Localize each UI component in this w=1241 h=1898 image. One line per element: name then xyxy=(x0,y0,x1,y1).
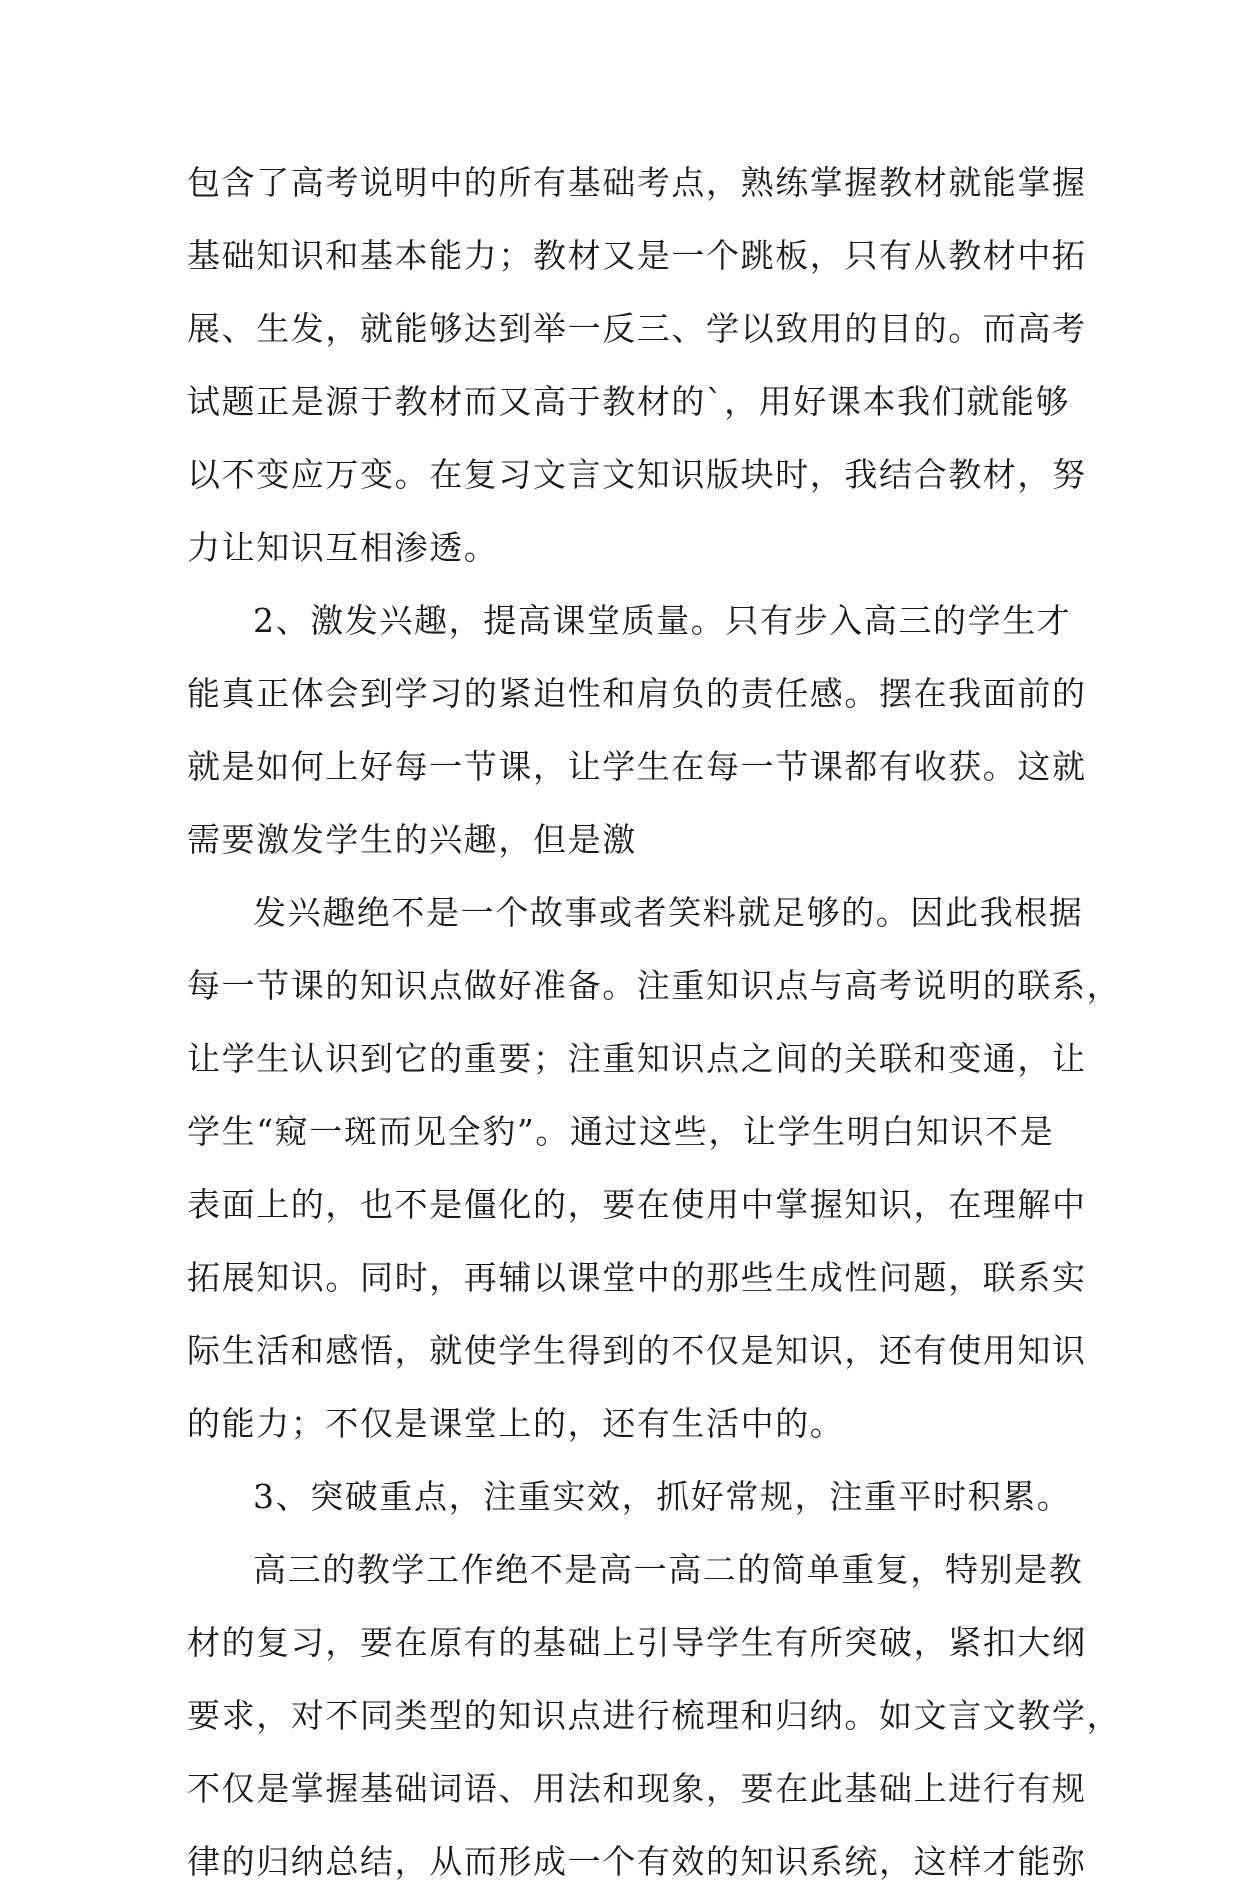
text-line: 每一节课的知识点做好准备。注重知识点与高考说明的联系， xyxy=(187,966,1122,1005)
text-line: 基础知识和基本能力；教材又是一个跳板，只有从教材中拓 xyxy=(187,236,1087,275)
text-line: 材的复习，要在原有的基础上引导学生有所突破，紧扣大纲 xyxy=(187,1623,1087,1662)
text-line: 以不变应万变。在复习文言文知识版块时，我结合教材，努 xyxy=(187,455,1087,494)
text-line: 不仅是掌握基础词语、用法和现象，要在此基础上进行有规 xyxy=(187,1769,1087,1808)
text-line: 展、生发，就能够达到举一反三、学以致用的目的。而高考 xyxy=(187,309,1087,348)
text-line: 要求，对不同类型的知识点进行梳理和归纳。如文言文教学， xyxy=(187,1696,1122,1735)
text-line: 力让知识互相渗透。 xyxy=(187,528,499,567)
body-text xyxy=(187,146,1122,1898)
text-line: 能真正体会到学习的紧迫性和肩负的责任感。摆在我面前的 xyxy=(187,674,1087,713)
text-line: 的能力；不仅是课堂上的，还有生活中的。 xyxy=(187,1404,845,1443)
text-line: 包含了高考说明中的所有基础考点，熟练掌握教材就能掌握 xyxy=(187,163,1087,202)
text-line: 际生活和感悟，就使学生得到的不仅是知识，还有使用知识 xyxy=(187,1331,1087,1370)
text-line: 学生“窥一斑而见全豹”。通过这些，让学生明白知识不是 xyxy=(187,1112,1055,1151)
paragraph-start-line: 2、激发兴趣，提高课堂质量。只有步入高三的学生才 xyxy=(253,601,1072,640)
text-line: 让学生认识到它的重要；注重知识点之间的关联和变通，让 xyxy=(187,1039,1087,1078)
section-heading-line: 3、突破重点，注重实效，抓好常规，注重平时积累。 xyxy=(253,1477,1072,1516)
paragraph-start-line: 发兴趣绝不是一个故事或者笑料就足够的。因此我根据 xyxy=(253,893,1084,932)
text-line: 试题正是源于教材而又高于教材的`，用好课本我们就能够 xyxy=(187,382,1071,421)
paragraph-start-line: 高三的教学工作绝不是高一高二的简单重复，特别是教 xyxy=(253,1550,1084,1589)
text-line: 就是如何上好每一节课，让学生在每一节课都有收获。这就 xyxy=(187,747,1087,786)
text-line: 律的归纳总结，从而形成一个有效的知识系统，这样才能弥 xyxy=(187,1842,1087,1881)
text-line: 拓展知识。同时，再辅以课堂中的那些生成性问题，联系实 xyxy=(187,1258,1087,1297)
text-line: 表面上的，也不是僵化的，要在使用中掌握知识，在理解中 xyxy=(187,1185,1087,1224)
text-line: 需要激发学生的兴趣，但是激 xyxy=(187,820,637,859)
